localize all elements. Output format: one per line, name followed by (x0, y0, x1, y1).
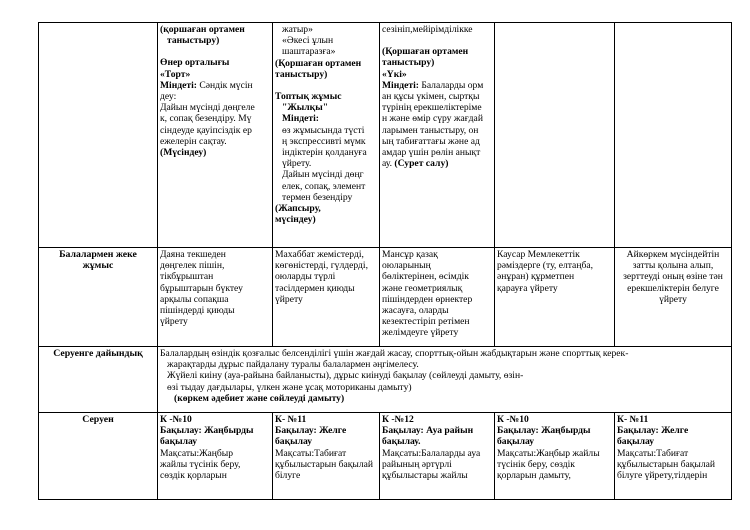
task-label: Міндеті: (160, 79, 197, 91)
text-line: термен безендіру (282, 191, 353, 203)
text-line: деу: (160, 91, 177, 103)
observation-line: бақылау (160, 436, 198, 448)
activity-heading: "Жылқы" (282, 102, 329, 114)
text-line: індіктерін қолдануға (282, 147, 367, 159)
text-line: Мақсаты:Жаңбыр (160, 447, 234, 459)
text-line: дөңгелек пішін, (160, 260, 225, 272)
text-line: Махаббат жемістерді, (275, 249, 364, 260)
text-line: ан құсы үкімен, сыртқы (382, 91, 480, 103)
text-line: Мақсаты:Жаңбыр жайлы (497, 447, 600, 459)
text-line: Жүйелі киіну (ауа-райына байланысты), дұрыс киінуді бақылау (сөйлеуді дамыту, өзін- (167, 370, 524, 382)
card-title: К -№12 (382, 414, 414, 425)
intro-line: таныстыру) (167, 35, 220, 47)
text-line: білуге (275, 470, 301, 482)
text-line: тікбұрыштан (160, 271, 214, 283)
card-title: К -№10 (160, 414, 192, 425)
text-line: және геометриялық (382, 282, 463, 294)
text-line: оюларды түрлі (275, 271, 336, 283)
activity-cell-1 (158, 23, 273, 248)
walk-row (39, 413, 732, 500)
intro-line: (Қоршаған ортамен (275, 57, 362, 69)
intro-line: таныстыру) (382, 57, 435, 69)
walk-prep-cell (158, 347, 732, 413)
individual-work-row (39, 248, 732, 347)
text-line: пішіндерден өрнектер (382, 293, 473, 305)
text-line: түрінің ерекшеліктеріме (382, 102, 482, 114)
text-line: Мақсаты:Табиғат (617, 447, 689, 459)
spacer (382, 35, 492, 46)
text-line: өз жұмысында түсті (282, 124, 365, 136)
individual-cell-1 (158, 248, 273, 347)
task-text: Балаларды орм (418, 79, 484, 91)
individual-cell-5 (615, 248, 732, 347)
text-line: бұрыштарын бүктеу (160, 282, 243, 294)
intro-line: (Қоршаған ортамен (382, 46, 469, 58)
text-line: құбылыстарын бақылай (617, 458, 716, 470)
text-line: көгөністерді, гүлдерді, (275, 260, 368, 272)
text-line: құбылыстары жайлы (382, 470, 468, 482)
text-line: затты қолына алып, (632, 260, 714, 272)
spacer (160, 46, 270, 57)
intro-line: таныстыру) (275, 68, 328, 80)
walk-prep-label: Серуенге дайындық (39, 347, 158, 413)
observation-line: Бақылау: Жаңбырды (497, 425, 591, 437)
text-line: елек, сопақ, элемент (282, 180, 366, 192)
text-line: жарақтарды дұрыс пайдалану туралы балалармен әңгімелесу. (167, 359, 419, 371)
task-text: Сәндік мүсін (196, 79, 253, 91)
text-line: қарауға үйрету (497, 282, 558, 294)
subject-label: (Мүсіндеу) (160, 147, 207, 159)
card-title: К -№10 (497, 414, 529, 425)
activity-cell-4 (495, 23, 615, 248)
text-line: рәміздерге (ту, елтаңба, (497, 260, 593, 272)
text-line: ың табиғаттағы және ад (382, 135, 480, 147)
label-line: Балалармен жеке (59, 249, 137, 260)
text-line: өзі тыдау дағдылары, үлкен және ұсақ моториканы дамыту) (167, 381, 412, 393)
card-title: К- №11 (275, 414, 307, 425)
text-line: бөліктерінен, өсімдік (382, 271, 469, 283)
activities-row (39, 23, 732, 248)
text-line: кезектестіріп ретімен (382, 316, 470, 328)
observation-line: бақылау. (382, 436, 421, 448)
walk-label: Серуен (39, 413, 158, 500)
text-line: жасауға, оларды (382, 305, 449, 317)
text-line: сіндеуде қауіпсіздік ер (160, 124, 252, 136)
text-line: оюларының (382, 260, 431, 272)
text-line: Мақсаты:Балаларды ауа (382, 447, 481, 459)
subject-label: (Сурет салу) (392, 158, 449, 170)
text-line: н және өмір сүру жағдай (382, 113, 483, 125)
subject-label: (көркем әдебиет және сөйлеуді дамыту) (174, 392, 345, 404)
text-line: Каусар Мемлекеттік (497, 249, 580, 260)
activity-heading: «Үкі» (382, 68, 407, 80)
text-line: құбылыстарын бақылай (275, 458, 374, 470)
walk-cell-5 (615, 413, 732, 500)
text-line: үйрету (160, 316, 188, 328)
text-line: зерттеуді оның өзіне тән (623, 271, 723, 283)
walk-cell-2 (273, 413, 380, 500)
activities-label-cell (39, 23, 158, 248)
activity-heading: Топтық жұмыс (275, 91, 342, 103)
text-line: шаштаразға» (282, 46, 336, 58)
text-line: пішіндерді қиюды (160, 305, 235, 317)
subject-label: (Жапсыру, (275, 203, 321, 215)
observation-line: бақылау (497, 436, 535, 448)
card-title: К- №11 (617, 414, 649, 425)
text-line: арқылы сопақша (160, 293, 229, 305)
walk-prep-row (39, 347, 732, 413)
observation-line: бақылау (275, 436, 313, 448)
activity-cell-5 (615, 23, 732, 248)
text-line: Балалардың өзіндік қозғалыс белсенділігі үшін жағдай жасау, спорттық-ойын жабдықтарын және спорттық керек- (160, 348, 629, 359)
observation-line: Бақылау: Желге (275, 425, 347, 437)
text-line: үйрету (659, 293, 687, 305)
text-line: түсінік беру, сөздік (497, 458, 575, 470)
text-line: ң экспрессивті мүмк (282, 135, 366, 147)
individual-work-label (39, 248, 158, 347)
text-line: сөздік қорларын (160, 470, 227, 482)
schedule-table (38, 22, 732, 500)
text-line: Мақсаты:Табиғат (275, 447, 347, 459)
text-line: сезініп,мейірімділікке (382, 24, 473, 35)
text-line: желімдеуге үйрету (382, 327, 459, 339)
text-line: ларымен таныстыру, он (382, 124, 479, 136)
label-line: жұмыс (82, 260, 114, 272)
task-label: Міндеті: (382, 79, 419, 91)
text-line: Даяна текшеден (160, 249, 226, 260)
task-label: Міндеті: (282, 113, 319, 125)
subject-label: мүсіндеу) (275, 214, 316, 226)
activity-cell-2 (273, 23, 380, 248)
text-line: райының әртүрлі (382, 458, 452, 470)
observation-line: Бақылау: Желге (617, 425, 689, 437)
text-line: амдар үшін рөлін анықт (382, 147, 481, 159)
text-line: ау. (382, 158, 393, 170)
text-line: үйрету (275, 293, 303, 305)
intro-line: (қоршаған ортамен (160, 24, 245, 35)
individual-cell-3 (380, 248, 495, 347)
activity-cell-3 (380, 23, 495, 248)
text-line: ежелерін сақтау. (160, 135, 227, 147)
text-line: үйрету. (282, 158, 312, 170)
text-line: «Әкесі ұлын (282, 35, 334, 47)
text-line: Дайын мүсінді дөңг (282, 169, 364, 181)
schedule-page (38, 22, 731, 510)
observation-line: Бақылау: Ауа райын (382, 425, 474, 437)
individual-cell-4 (495, 248, 615, 347)
activity-heading: Өнер орталығы (160, 57, 230, 69)
text-line: тәсілдермен қиюды (275, 282, 355, 294)
observation-line: Бақылау: Жаңбырды (160, 425, 254, 437)
spacer (275, 80, 377, 91)
text-line: қорларын дамыту, (497, 470, 571, 482)
activity-heading: «Торт» (160, 68, 191, 80)
text-line: жайлы түсінік беру, (160, 458, 241, 470)
walk-cell-4 (495, 413, 615, 500)
text-line: білуге үйрету,тілдерін (617, 470, 708, 482)
text-line: Дайын мүсінді дөңгеле (160, 102, 255, 114)
text-line: ерекшеліктерін белуге (627, 282, 719, 294)
text-line: жатыр» (282, 24, 313, 35)
text-line: Айкөркем мүсіндейтін (626, 249, 720, 260)
text-line: әнұран) құрметпен (497, 271, 575, 283)
walk-cell-3 (380, 413, 495, 500)
text-line: к, сопақ безендіру. Мү (160, 113, 252, 125)
text-line: Мансұр қазақ (382, 249, 438, 260)
observation-line: бақылау (617, 436, 655, 448)
individual-cell-2 (273, 248, 380, 347)
walk-cell-1 (158, 413, 273, 500)
